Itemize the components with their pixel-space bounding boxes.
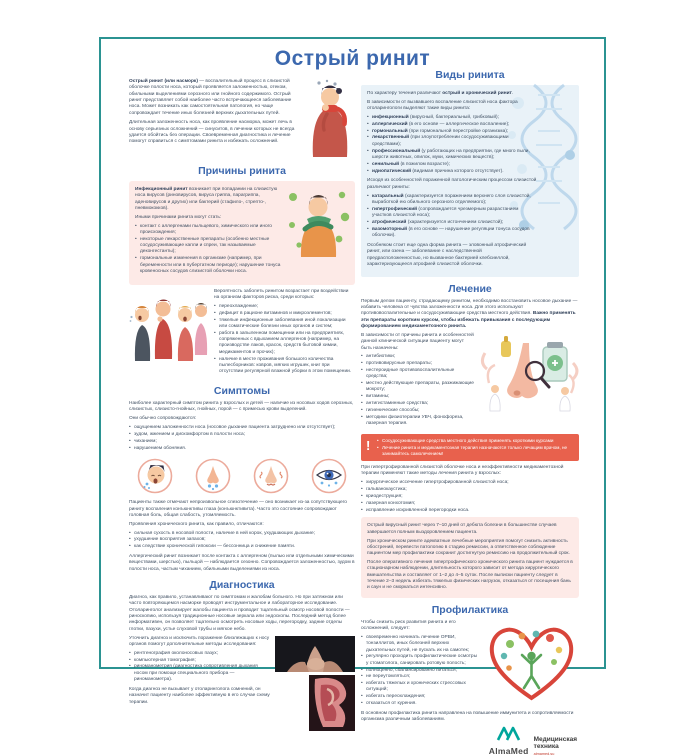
types-mucosa-list	[367, 194, 537, 240]
diagnostic-item: • компьютерная томография;	[129, 658, 270, 664]
symptoms-heading: Симптомы	[213, 385, 271, 398]
warning-list	[377, 438, 573, 457]
infectious-paragraph: Инфекционный ринит возникает при попадании на слизистую носа вирусов (риновирусов, вируса гриппа, парагриппа, аденовирусов и других) или бактерий (стафило-, стрепто-, пневмококков).	[135, 187, 278, 211]
diagnostics-list	[129, 651, 270, 684]
warning-item: • Лечение ринита и медикаментозная терапия назначаются только лечащим врачом, не занимайтесь самолечением!	[377, 445, 573, 457]
ozena-paragraph: Особняком стоит еще одна форма ринита — зловонный атрофический ринит, или озена — заболевание с наследственной предрасположенностью, но вызванное бактерией клебсиеллой, характеризующееся атрофией слизистой оболочки.	[367, 242, 527, 267]
prevention-list	[361, 635, 479, 708]
symptoms-text-bottom	[129, 500, 355, 573]
type-item: • профессиональный (у работающих на предприятии, где много пыли, шерсти животных, опилок, муки, химических веществ);	[367, 149, 537, 162]
types-heading: Виды ринита	[435, 69, 505, 81]
type-item: • аллергический (в его основе — аллергическое воспаление);	[367, 122, 537, 128]
symptoms-text-top	[129, 401, 355, 452]
type-item: • лекарственный (при злоупотреблении сосудосуживающими средствами);	[367, 135, 537, 148]
symptom-item: • нарушением обоняния.	[129, 446, 355, 452]
almamed-logo-icon	[496, 727, 522, 741]
types-text	[367, 91, 537, 268]
prevention-heading: Профилактика	[431, 603, 509, 616]
logo-tagline-2: техника	[533, 742, 559, 750]
treatment-item: • местно действующие препараты, разжижающие мокроту;	[361, 381, 474, 394]
diagnostics-paragraph-1: Диагноз, как правило, устанавливают по симптомам и жалобам больного. Но при затяжном или часто повторяющемся насморке проводят инструментальное и лабораторное исследование. Отоларинголог анализирует жалобы пациента и проводит тщательный осмотр носовой полости — риноскопию, используя традиционные носовые зеркала или эндоскопы. Последний метод более информативен, он позволяет тщательно осмотреть носовые ходы, перегородку, задние отделы глотки, пазухи, устье слуховой трубы и мягкое небо.	[129, 595, 350, 632]
prevention-item: • не переутомляться;	[361, 674, 479, 680]
child-3	[178, 306, 193, 361]
symptom-item: • ощущением заложенности носа (носовое дыхание пациента затруднено или отсутствует);	[129, 425, 355, 431]
prevention-final: В основном профилактика ринита направлена на повышение иммунитета и сопротивляемости организма различным заболеваниям.	[361, 710, 574, 723]
outcome-paragraph-1: Острый вирусный ринит через 7–10 дней от дебюта болезни в большинстве случаев завершается полным выздоровлением пациента.	[367, 523, 557, 535]
treatment-item: • витамины;	[361, 394, 474, 400]
almamed-logo	[361, 727, 579, 756]
outcome-paragraph-2: При хроническом рините адекватные лечебные мероприятия помогут снизить активность обострений, перевести патологию в стадию ремиссии, а ответственное соблюдение пациентом мер профилактики сохранит достигнутую ремиссию на продолжительный срок.	[367, 538, 570, 557]
intro-text	[129, 79, 298, 149]
poster-title: Острый ринит	[274, 47, 431, 70]
logo-right	[534, 737, 577, 756]
risk-list	[214, 304, 355, 376]
surgery-item: • исправление искривленной перегородки носа.	[361, 508, 579, 514]
treatment-item: • нестероидные противовоспалительные средства;	[361, 368, 474, 381]
cause-item: • гормональные изменения в организме (например, при беременности или в пубертатном периоде); нарушение тонуса кровеносных сосудов слизистой оболочки носа.	[135, 256, 282, 275]
mucosa-type-item: • гипертрофический (сопровождается чрезмерным разрастанием участков слизистой носа);	[367, 207, 537, 220]
nose-exam-photo	[275, 636, 355, 672]
allergic-paragraph: Аллергический ринит возникает после контакта с аллергеном (пылью или отдельными химическими веществами, шерстью), пыльцой — наблюдается сезонно. Сопровождается заложенностью, зудом в полости носа, частым чиханием, обильными выделениями из носа.	[129, 554, 355, 572]
surgery-lead: При гипертрофированной слизистой оболочке носа и неэффективности медикаментозной терапии применяют такие методы лечения ринита у взрослых:	[361, 465, 564, 477]
types-paragraph-1: По характеру течения различают острый и хронический ринит.	[367, 91, 514, 96]
risk-item: • работа в запыленном помещении или на предприятиях, сопряженных с вдыханием аллергенов (например, на производстве лаков, красок, средств бытовой химии, медикаментов и прочих);	[214, 331, 355, 356]
chronic-item: • сильная сухость в носовой полости, наличие в ней корок, ухудшающих дыхание;	[129, 531, 355, 537]
risk-item: • тяжелые инфекционные заболевания иной локализации или соматические болезни иных органов и систем;	[214, 318, 355, 331]
cause-item: • контакт с аллергенами пыльцевого, химического или иного происхождения;	[135, 224, 282, 237]
surgery-item: • лазерная конхотомия;	[361, 501, 579, 507]
prevention-section	[361, 620, 579, 711]
risk-item: • дефицит в рационе витаминов и микроэлементов;	[214, 311, 355, 317]
risk-lead: Вероятность заболеть ринитом возрастает при воздействии на организм факторов риска, среди которых:	[214, 288, 349, 301]
surgery-item: • хирургическое иссечение гипертрофированной слизистой носа;	[361, 480, 579, 486]
surgery-item: • криодеструкция;	[361, 494, 579, 500]
prevention-item: • регулярно проходить профилактические осмотры у стоматолога, санировать ротовую полость;	[361, 654, 479, 667]
treatment-detail	[361, 333, 579, 431]
surgery-section	[361, 465, 579, 514]
treatment-list	[361, 354, 474, 427]
treatment-item: • антибиотики;	[361, 354, 474, 360]
surgery-item: • гальванокаустика;	[361, 487, 579, 493]
risk-section	[129, 289, 355, 379]
types-box	[361, 85, 579, 277]
healthy-heart-illustration	[484, 620, 579, 704]
logo-tagline-1: Медицинская	[533, 736, 577, 744]
prevention-item: • полноценно, сбалансированно питаться;	[361, 668, 479, 674]
symptom-item: • зудом, жжением и дискомфортом в полости носа;	[129, 432, 355, 438]
warning-box	[361, 434, 579, 461]
prevention-lead: Чтобы снизить риск развития ринита и его осложнений, следует:	[361, 619, 456, 632]
treatment-item: • гигиенические способы;	[361, 408, 474, 414]
causes-box	[129, 181, 355, 285]
outcome-paragraph-3: После оперативного лечения гипертрофического хронического ринита пациент нуждается в стационарном наблюдении, длительность которого зависит от метода хирургического вмешательства и составляет от 1–2 до 4–5 суток. После выписки пациенту следует в течение 2–3 недель избегать тяжелых физических нагрузок, отказаться от посещения бань и саун и не сморкаться интенсивно.	[367, 560, 573, 591]
diagnostic-item: • риноманометрия (диагностика сопротивления дыхания носом при помощи специального прибора — риноманометра).	[129, 664, 270, 683]
prevention-item: • избегать тяжелых и хронических стрессовых ситуаций;	[361, 681, 479, 694]
symptoms-paragraph-2: Они обычно сопровождаются:	[129, 416, 197, 422]
diagnostic-item: • рентгенография околоносовых пазух;	[129, 651, 270, 657]
diagnostics-paragraph-2: Уточнить диагноз и исключить поражение близлежащих к носу органов помогут дополнительные методы исследования:	[129, 635, 270, 647]
stuffy-nose-icon	[253, 458, 289, 494]
tearing-paragraph: Пациенты также отмечают непроизвольное слезотечение — оно возникает из-за сопутствующего риниту воспаления конъюнктивы глаза (конъюнктивита). Часто это состояние сопровождают головная боль, общая слабость, утомляемость.	[129, 500, 347, 518]
intro-bold-term: Острый ринит (или насморк)	[129, 79, 198, 84]
logo-left	[489, 727, 529, 756]
nasal-anatomy-photo	[309, 675, 355, 731]
treatment-text	[361, 333, 474, 431]
type-item: • сенильный (в пожилом возрасте);	[367, 162, 537, 168]
cause-item: • некоторые лекарственные препараты (особенно местные сосудосуживающие капли и спреи, так называемые деконгестанты);	[135, 237, 282, 256]
rhinitis-poster	[99, 37, 606, 756]
left-column	[129, 79, 355, 705]
doctor-figure-right	[560, 387, 570, 411]
risk-text	[214, 289, 355, 379]
prevention-text	[361, 620, 479, 711]
surgery-list	[361, 480, 579, 514]
treatment-paragraph-2: В зависимости от причины ринита и особенностей данной клинической ситуации пациенту могут быть назначены:	[361, 332, 474, 351]
child-2	[155, 299, 172, 359]
symptoms-list	[129, 425, 355, 452]
causes-heading: Причины ринита	[198, 165, 286, 177]
types-paragraph-2: В зависимости от вызвавшего воспаление слизистой носа фактора отоларингологи выделяют такие виды ринита:	[367, 99, 518, 112]
treatment-heading: Лечение	[448, 282, 492, 295]
prevention-item: • избегать переохлаждения;	[361, 694, 479, 700]
types-paragraph-3: Исходя из особенностей пораженной патологическим процессом слизистой различают риниты:	[367, 178, 537, 190]
runny-nose-icon	[195, 458, 231, 494]
causes-text	[135, 187, 282, 279]
treatment-intro	[361, 299, 579, 331]
watery-eyes-icon	[311, 458, 347, 494]
chronic-item: • как следствие хронической гипоксии — бессонница и снижение памяти.	[129, 544, 355, 550]
symptom-icons-row	[129, 455, 355, 497]
exclamation-icon: !	[366, 437, 371, 453]
prevention-item: • своевременно начинать лечение ОРВИ, тонзиллитов, иных болезней верхних дыхательных путей, не пускать их на самотек;	[361, 635, 479, 654]
diagnostics-intro	[129, 595, 355, 633]
chronic-item: • ухудшение восприятия запахов;	[129, 537, 355, 543]
mucosa-type-item: • катаральный (характеризуется поражением верхнего слоя слизистой, выработкой ею обильного серозного отделяемого);	[367, 194, 537, 207]
child-4	[195, 303, 207, 355]
mucosa-type-item: • атрофический (характеризуется истончением слизистой);	[367, 220, 537, 226]
sneezing-face-icon	[137, 458, 173, 494]
sneezing-person-illustration	[287, 187, 349, 257]
risk-item: • переохлаждение;	[214, 304, 355, 310]
intro-paragraph-2: Длительная заложенность носа, как проявление насморка, может лечь в основу серьезных осложнений — синуситов, в лечении которых не всегда удается обойтись без операции. Своевременная диагностика и лечение помогут справиться с симптомами ринита и избежать осложнений.	[129, 120, 295, 145]
types-factor-list	[367, 115, 537, 175]
chronic-list	[129, 531, 355, 551]
other-causes-list	[135, 224, 282, 276]
right-column	[361, 69, 579, 756]
logo-website: almamed.su	[533, 751, 555, 756]
intro-paragraph-1: Острый ринит (или насморк) — воспалительный процесс в слизистой оболочке полости носа, который проявляется заложенностью, отеком, обильными выделениями серозного или гнойного содержимого. Острый ринит представляет собой наиболее часто встречающееся заболевание носа. Может возникать как самостоятельная патология, но чаще сопровождает течение иных болезней верхних дыхательных путей.	[129, 79, 292, 116]
logo-wordmark: AlmaMed	[488, 745, 529, 756]
intro-section	[129, 79, 355, 159]
outcome-box	[361, 517, 579, 597]
other-causes-lead: Иными причинами ринита могут стать:	[135, 214, 222, 220]
type-item: • инфекционный (вирусный, бактериальный, грибковый);	[367, 115, 537, 121]
doctor-figure-left	[490, 385, 500, 411]
diagnostics-text	[129, 636, 270, 709]
nose-treatment-illustration	[479, 333, 579, 411]
sick-woman-illustration	[303, 79, 355, 159]
symptoms-paragraph-1: Наиболее характерный симптом ринита у взрослых и детей — наличие из носовых ходов серозных, слизистых, слизисто-гнойных, гнойных, порой — с примесью крови выделений.	[129, 401, 354, 413]
treatment-item: • противовирусные препараты;	[361, 361, 474, 367]
symptom-item: • чиханием;	[129, 439, 355, 445]
mucosa-type-item: • вазомоторный (в его основе — нарушение регуляции тонуса сосудов оболочки).	[367, 227, 537, 240]
warning-item: • Сосудосуживающие средства местного действия применять короткими курсами	[377, 438, 573, 444]
chronic-lead: Проявления хронического ринита, как правило, отличаются:	[129, 521, 264, 527]
diagnostics-detail	[129, 636, 355, 731]
child-1	[130, 306, 151, 361]
diagnostics-photos	[275, 636, 355, 731]
diagnostics-heading: Диагностика	[209, 579, 275, 592]
treatment-item: • методики физиотерапии УВЧ, фонофореза, лазерная терапия.	[361, 415, 474, 428]
diagnostics-paragraph-3: Когда диагноз не вызывает у отоларинголога сомнений, он назначит пациенту наиболее эффективную в его случае схему терапии.	[129, 686, 270, 705]
sick-children-illustration	[129, 289, 209, 367]
type-item: • гормональный (при гормональной перестройке организма);	[367, 129, 537, 135]
treatment-item: • антигистаминные средства;	[361, 401, 474, 407]
prevention-item: • отказаться от курения.	[361, 701, 479, 707]
type-item: • идиопатический (видимая причина которого отсутствует).	[367, 169, 537, 175]
risk-item: • наличие в месте проживания большого количества пылесборников: ковров, мягких игрушек, книг при отсутствии регулярной влажной уборки в этом помещении.	[214, 357, 355, 376]
treatment-paragraph-1: Первым делом пациенту, страдающему ринитом, необходимо восстановить носовое дыхание — избавить человека от чувства заложенности носа. Для этого используют противовоспалительные и сосудосуживающие средства местного действия. Важно применять эти препараты коротким курсом, чтобы избежать привыкания с последующим формированием медикаментозного ринита.	[361, 298, 578, 330]
